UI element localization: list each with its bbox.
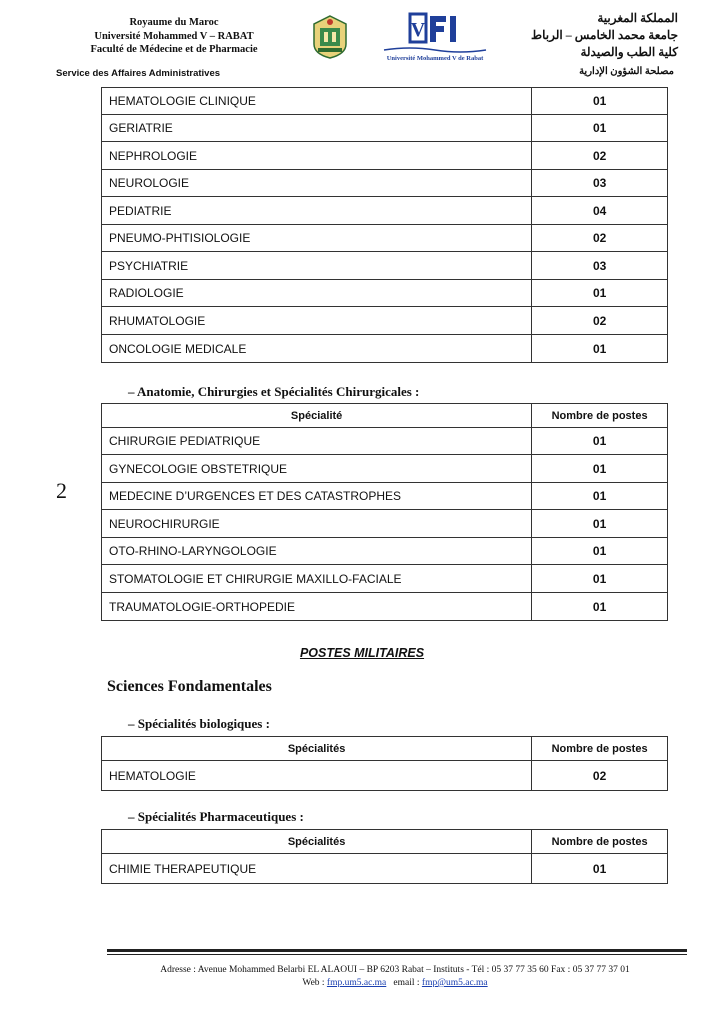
specialty-cell: ONCOLOGIE MEDICALE [102,335,532,363]
table-header-row [102,830,668,854]
table-row [102,761,668,791]
table-row [102,225,668,252]
specialty-cell: HEMATOLOGIE [102,761,532,791]
posts-count-cell: 01 [532,115,668,142]
column-header-specialty: Spécialités [102,737,532,761]
posts-count-cell: 01 [532,538,668,565]
table-row [102,854,668,884]
biological-specialties-table [101,736,668,791]
footer-contact [100,977,690,990]
university-logo [380,12,490,68]
table-row [102,565,668,593]
specialty-cell: MEDECINE D’URGENCES ET DES CATASTROPHES [102,483,532,510]
table-row [102,483,668,510]
posts-count-cell: 02 [532,225,668,252]
header-right-block [498,10,678,61]
header-right-line: كلية الطب والصيدلة [580,45,678,59]
posts-count-cell: 03 [532,170,668,197]
header-left-line: Université Mohammed V – RABAT [94,30,254,42]
posts-count-cell: 01 [532,335,668,363]
table-row [102,455,668,483]
posts-count-cell: 01 [532,428,668,455]
table-row [102,538,668,565]
column-header-posts: Nombre de postes [532,404,668,428]
specialty-cell: RADIOLOGIE [102,280,532,307]
header-left-line: Royaume du Maroc [129,17,219,28]
section-title-pharmaceutical: – Spécialités Pharmaceutiques : [128,809,304,824]
specialty-cell: GYNECOLOGIE OBSTETRIQUE [102,455,532,483]
posts-count-cell: 04 [532,197,668,225]
footer-divider [107,949,687,952]
header-service-fr: Service des Affaires Administratives [56,68,221,79]
specialties-table-continued [101,87,668,363]
header-right-line: المملكة المغربية [597,11,678,25]
surgery-specialties-table [101,403,668,621]
column-header-posts: Nombre de postes [532,737,668,761]
header-service-ar: مصلحة الشؤون الإدارية [579,66,674,77]
table-header-row [102,404,668,428]
specialty-cell: PSYCHIATRIE [102,252,532,280]
column-header-posts: Nombre de postes [532,830,668,854]
table-header-row [102,737,668,761]
column-header-specialty: Spécialité [102,404,532,428]
posts-count-cell: 01 [532,88,668,115]
specialty-cell: PEDIATRIE [102,197,532,225]
table-row [102,307,668,335]
table-row [102,510,668,538]
specialty-cell: PNEUMO-PHTISIOLOGIE [102,225,532,252]
specialty-cell: HEMATOLOGIE CLINIQUE [102,88,532,115]
footer-divider-thin [107,954,687,955]
svg-text:V: V [410,19,426,41]
table-row [102,280,668,307]
table-row [102,115,668,142]
table-row [102,142,668,170]
specialty-cell: TRAUMATOLOGIE-ORTHOPEDIE [102,593,532,621]
header-right-line: جامعة محمد الخامس – الرباط [531,28,678,42]
table-row [102,335,668,363]
table-row [102,252,668,280]
posts-count-cell: 02 [532,761,668,791]
specialty-cell: RHUMATOLOGIE [102,307,532,335]
posts-count-cell: 02 [532,307,668,335]
posts-count-cell: 01 [532,854,668,884]
header-left-line: Faculté de Médecine et de Pharmacie [90,44,258,55]
posts-count-cell: 01 [532,280,668,307]
footer-address: Adresse : Avenue Mohammed Belarbi EL ALAOUI – BP 6203 Rabat – Instituts - Tél : 05 37 77 35 60 Fax : 05 37 77 37 01 [160,965,630,975]
email-link[interactable]: fmp@um5.ac.ma [421,978,488,988]
posts-count-cell: 02 [532,142,668,170]
web-label: Web : [302,978,325,988]
table-row [102,593,668,621]
specialty-cell: NEUROCHIRURGIE [102,510,532,538]
posts-count-cell: 01 [532,565,668,593]
posts-count-cell: 03 [532,252,668,280]
specialty-cell: CHIRURGIE PEDIATRIQUE [102,428,532,455]
header-left-block [74,16,274,57]
table-row [102,88,668,115]
website-link[interactable]: fmp.um5.ac.ma [326,978,387,988]
specialty-cell: NEUROLOGIE [102,170,532,197]
page-number: 2 [56,478,67,503]
specialty-cell: GERIATRIE [102,115,532,142]
email-label: email : [393,978,420,988]
specialty-cell: OTO-RHINO-LARYNGOLOGIE [102,538,532,565]
table-row [102,170,668,197]
military-posts-title: POSTES MILITAIRES [299,646,425,660]
posts-count-cell: 01 [532,483,668,510]
column-header-specialty: Spécialités [102,830,532,854]
specialty-cell: STOMATOLOGIE ET CHIRURGIE MAXILLO-FACIALE [102,565,532,593]
logo-caption: Université Mohammed V de Rabat [386,55,484,62]
posts-count-cell: 01 [532,455,668,483]
section-title-biological: – Spécialités biologiques : [128,716,270,731]
table-row [102,428,668,455]
fundamental-sciences-heading: Sciences Fondamentales [107,678,272,695]
faculty-emblem-logo [310,14,350,60]
specialty-cell: NEPHROLOGIE [102,142,532,170]
posts-count-cell: 01 [532,510,668,538]
specialty-cell: CHIMIE THERAPEUTIQUE [102,854,532,884]
pharmaceutical-specialties-table [101,829,668,884]
table-row [102,197,668,225]
section-title-surgery: – Anatomie, Chirurgies et Spécialités Chirurgicales : [128,384,420,399]
posts-count-cell: 01 [532,593,668,621]
